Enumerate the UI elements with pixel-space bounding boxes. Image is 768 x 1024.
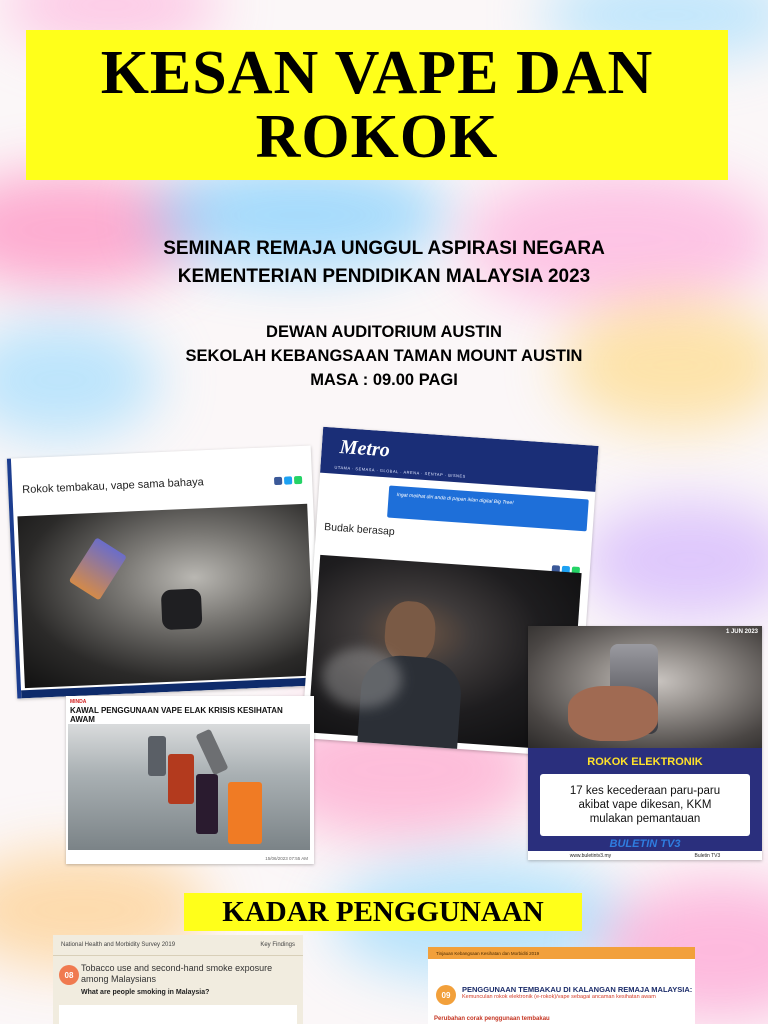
infographic-nhms-2019 [53, 935, 303, 1024]
vape-photo [17, 504, 314, 688]
venue-line-2: SEKOLAH KEBANGSAAN TAMAN MOUNT AUSTIN [185, 347, 583, 365]
infographic-orange-header [428, 947, 695, 959]
subtitle-line-1: SEMINAR REMAJA UNGGUL ASPIRASI NEGARA [163, 238, 605, 259]
news-clip-kawal-vape [66, 696, 314, 864]
infographic-foot: Perubahan corak penggunaan tembakau [434, 1016, 550, 1022]
twitter-icon [284, 476, 292, 484]
clip4-footer [528, 851, 762, 860]
section-title: KADAR PENGGUNAAN [222, 895, 544, 928]
facebook-icon [274, 477, 282, 485]
infographic-header [53, 935, 303, 956]
metro-ad-text: Ingat melihat diri anda di papan iklan digital Big Tree! [396, 492, 514, 507]
buletin-tv3-logo: BULETIN TV3 [609, 838, 681, 850]
section-number-badge: 09 [436, 985, 456, 1005]
liquid-bottles-photo [68, 724, 310, 850]
clip3-tag: MINDA [70, 699, 87, 705]
clip4-date: 1 JUN 2023 [725, 629, 758, 635]
section-number-badge: 08 [59, 965, 79, 985]
event-venue [0, 320, 768, 392]
clip1-headline: Rokok tembakau, vape sama bahaya [22, 476, 204, 497]
clip4-footer-handle: Buletin TV3 [694, 852, 721, 859]
infographic-header-title: National Health and Morbidity Survey 2019 [61, 942, 176, 948]
clip4-label: ROKOK ELEKTRONIK [587, 756, 703, 768]
infographic-title: Tobacco use and second-hand smoke exposure among Malaysians [81, 963, 273, 984]
news-clip-buletin-tv3 [528, 626, 762, 860]
clip3-date: 15/06/2023 07:55 AM [265, 856, 308, 861]
clip4-msg-line-1: 17 kes kecederaan paru-paru [569, 785, 721, 797]
infographic-question: What are people smoking in Malaysia? [81, 989, 210, 996]
clip4-msg-line-2: akibat vape dikesan, KKM [578, 799, 712, 811]
venue-line-1: DEWAN AUDITORIUM AUSTIN [266, 323, 502, 341]
whatsapp-icon [294, 476, 302, 484]
event-time: MASA : 09.00 PAGI [310, 371, 458, 389]
news-clip-rokok-tembakau [7, 445, 321, 698]
vape-device-photo [528, 626, 762, 748]
clip4-footer-url: www.buletintv3.my [569, 852, 612, 859]
metro-nav-links: UTAMA · SEMASA · GLOBAL · ARENA · SENTAP · BISNES [334, 464, 467, 479]
page-title-line-1: KESAN VAPE DAN [100, 39, 654, 107]
event-subtitle [0, 235, 768, 291]
clip3-headline: KAWAL PENGGUNAAN VAPE ELAK KRISIS KESIHATAN AWAM [70, 706, 283, 724]
infographic-orange-header-text: Tinjauan Kebangsaan Kesihatan dan Morbiditi 2019 [436, 950, 540, 956]
clip4-msg-line-3: mulakan pemantauan [589, 813, 701, 825]
infographic-subtitle: Kemunculan rokok elektronik (e-rokok)/vape sebagai ancaman kesihatan awam [462, 994, 656, 1000]
infographic-remaja-malaysia [428, 947, 695, 1024]
subtitle-line-2: KEMENTERIAN PENDIDIKAN MALAYSIA 2023 [177, 266, 591, 287]
clip2-headline: Budak berasap [323, 521, 396, 538]
infographic-chart-area [59, 1005, 297, 1024]
section-heading-box [184, 893, 582, 931]
share-icons [274, 476, 302, 485]
title-banner [26, 30, 728, 180]
infographic-title: PENGGUNAAN TEMBAKAU DI KALANGAN REMAJA MALAYSIA: [462, 985, 693, 994]
infographic-header-right: Key Findings [260, 942, 295, 948]
metro-logo: Metro [339, 435, 391, 462]
clip4-message-box [540, 774, 750, 836]
page-title-line-2: ROKOK [255, 103, 499, 171]
